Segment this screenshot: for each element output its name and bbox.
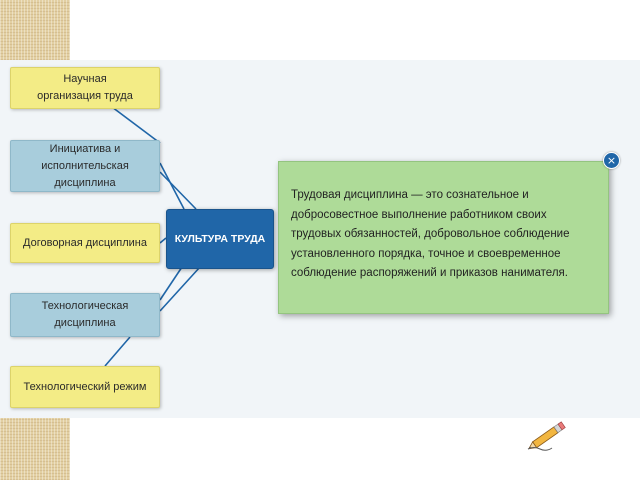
node-technological-discipline[interactable]: Технологическая дисциплина [10,293,160,337]
close-icon[interactable]: × [603,152,620,169]
node-initiative-discipline[interactable]: Инициатива и исполнительская дисциплина [10,140,160,192]
connector-line [160,267,182,300]
center-node[interactable]: КУЛЬТУРА ТРУДА [166,209,274,269]
definition-popup [278,161,609,314]
connector-line [160,163,184,209]
connector-line [112,107,160,143]
connector-line [105,337,130,366]
node-technological-regime[interactable]: Технологический режим [10,366,160,408]
connector-line [160,172,196,209]
pencil-icon [524,418,572,454]
popup-text: Трудовая дисциплина — это сознательное и добросовестное выполнение работником своих трудовых обязанностей, добровольное соблюдение установленного порядка, точное и своевременное соблюдение распоряжений и приказов нанимателя. [291,189,570,279]
connector-line [160,267,200,311]
node-contract-discipline[interactable]: Договорная дисциплина [10,223,160,263]
decorative-stripe-bottom [0,418,70,480]
node-scientific-organization[interactable]: Научная организация труда [10,67,160,109]
